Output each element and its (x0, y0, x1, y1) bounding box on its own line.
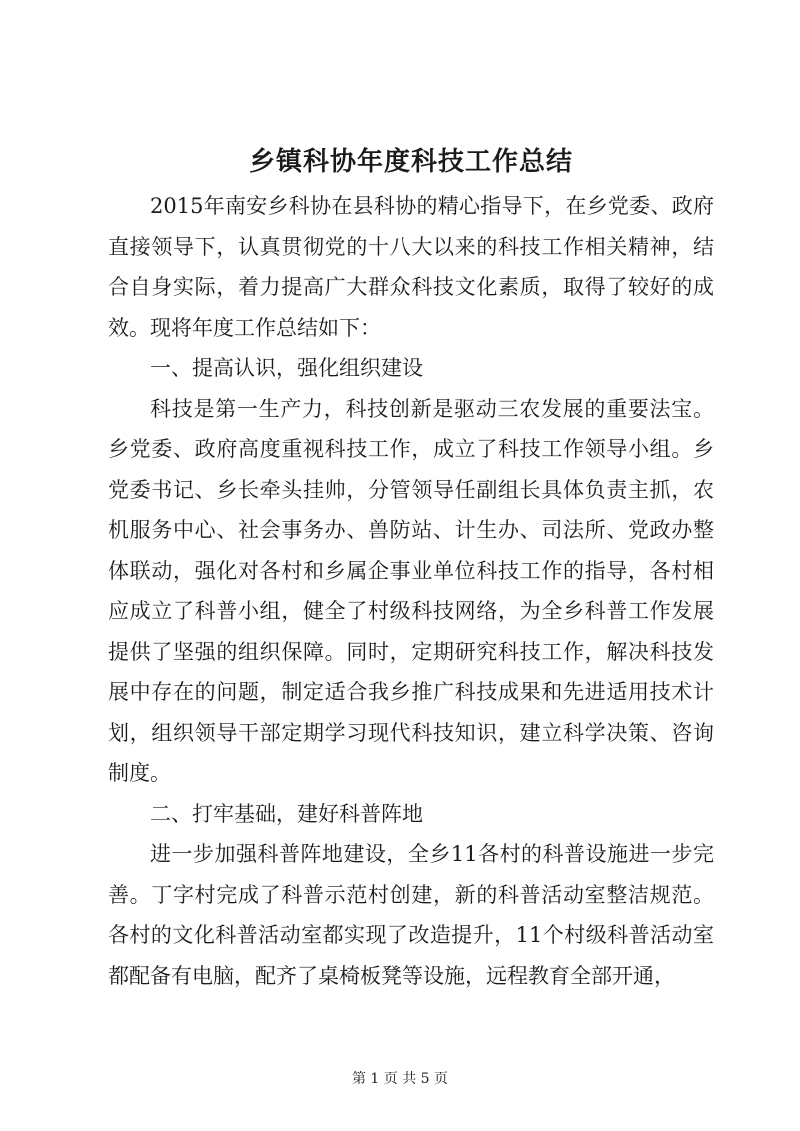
section-heading-2: 二、打牢基础，建好科普阵地 (150, 801, 423, 826)
section-heading-1: 一、提高认识，强化组织建设 (150, 356, 423, 380)
document-body (108, 186, 714, 996)
section-1-paragraph: 科技是第一生产力，科技创新是驱动三农发展的重要法宝。乡党委、政府高度重视科技工作，成立了科技工作领导小组。乡党委书记、乡长牵头挂帅，分管领导任副组长具体负责主抓，农机服务中心、社会事务办、兽防站、计生办、司法所、党政办整体联动，强化对各村和乡属企事业单位科技工作的指导，各村相应成立了科普小组，健全了村级科技网络，为全乡科普工作发展提供了坚强的组织保障。同时，定期研究科技工作，解决科技发展中存在的问题，制定适合我乡推广科技成果和先进适用技术计划，组织领导干部定期学习现代科技知识，建立科学决策、咨询制度。 (108, 396, 714, 785)
intro-paragraph: 2015年南安乡科协在县科协的精心指导下，在乡党委、政府直接领导下，认真贯彻党的十八大以来的科技工作相关精神，结合自身实际，着力提高广大群众科技文化素质，取得了较好的成效。现将年度工作总结如下： (108, 194, 714, 340)
document-title: 乡镇科协年度科技工作总结 (248, 147, 573, 177)
section-2-paragraph: 进一步加强科普阵地建设，全乡11各村的科普设施进一步完善。丁字村完成了科普示范村创建，新的科普活动室整洁规范。各村的文化科普活动室都实现了改造提升，11个村级科普活动室都配备有电脑，配齐了桌椅板凳等设施，远程教育全部开通， (108, 842, 714, 988)
page-footer: 第 1 页 共 5 页 (351, 1071, 449, 1087)
